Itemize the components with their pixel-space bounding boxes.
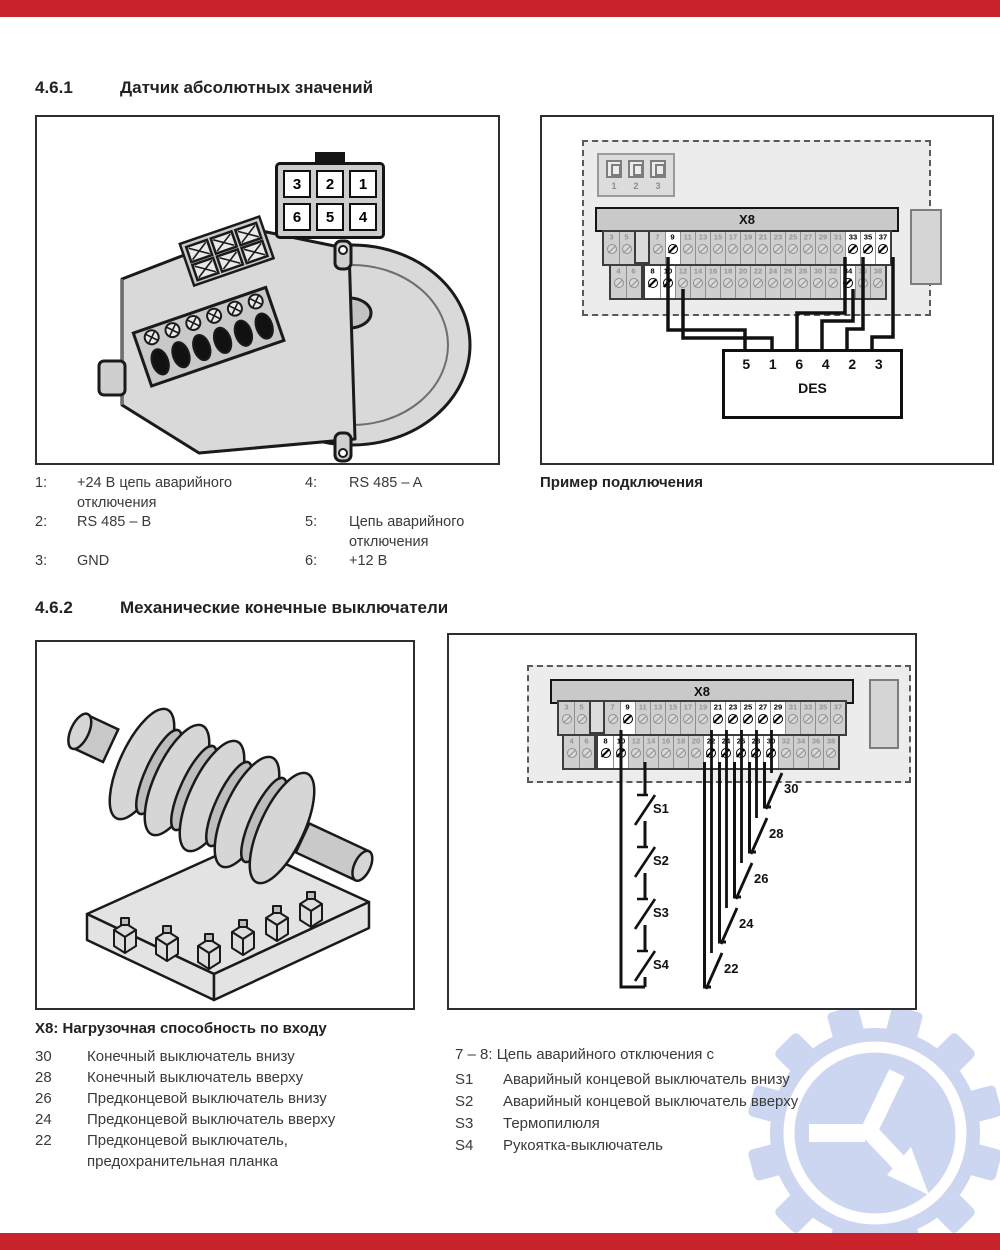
branch-label: 28 <box>769 826 784 841</box>
screw-terminal-icon <box>751 748 761 758</box>
terminal-18: 18 <box>673 736 688 768</box>
legend-key: 1: <box>35 475 48 491</box>
screw-terminal-icon <box>878 244 888 254</box>
terminal-5: 5 <box>619 232 634 264</box>
terminal-gap <box>636 230 648 264</box>
screw-terminal-icon <box>788 714 798 724</box>
terminal-row-lower <box>562 734 840 770</box>
screw-terminal-icon <box>811 748 821 758</box>
des-pin: 6 <box>795 356 804 372</box>
terminal-23: 23 <box>725 702 740 734</box>
screw-terminal-icon <box>736 748 746 758</box>
section-4-6-1-heading <box>35 78 635 100</box>
screw-terminal-icon <box>616 748 626 758</box>
terminal-28: 28 <box>795 266 810 298</box>
terminal-27: 27 <box>755 702 770 734</box>
legend-text: Предконцевой выключатель вверху <box>87 1111 336 1128</box>
terminal-26: 26 <box>733 736 748 768</box>
switch-label: S2 <box>653 853 669 868</box>
terminal-16: 16 <box>705 266 720 298</box>
legend-text: Цепь аварийного отключения <box>349 514 465 550</box>
legend-key: 4: <box>305 475 318 491</box>
screw-terminal-icon <box>781 748 791 758</box>
legend-text: Предконцевой выключатель, предохранительная планка <box>87 1132 288 1170</box>
terminal-30: 30 <box>763 736 778 768</box>
terminal-7: 7 <box>605 702 620 734</box>
terminal-13: 13 <box>650 702 665 734</box>
legend-text: RS 485 – B <box>77 514 152 530</box>
screw-terminal-icon <box>683 244 693 254</box>
section-number: 4.6.2 <box>35 598 73 617</box>
legend-key: 24 <box>35 1111 52 1128</box>
screw-terminal-icon <box>828 278 838 288</box>
screw-terminal-icon <box>646 748 656 758</box>
screw-terminal-icon <box>766 748 776 758</box>
des-pin: 2 <box>848 356 857 372</box>
screw-terminal-icon <box>698 714 708 724</box>
des-pin: 3 <box>874 356 883 372</box>
terminal-8: 8 <box>598 736 613 768</box>
terminal-30: 30 <box>810 266 825 298</box>
des-pin: 5 <box>742 356 751 372</box>
des-label: DES <box>798 380 827 396</box>
encoder-plug-pin-diagram <box>275 162 385 239</box>
screw-terminal-icon <box>728 714 738 724</box>
terminal-29: 29 <box>770 702 785 734</box>
terminal-12: 12 <box>628 736 643 768</box>
screw-terminal-icon <box>668 244 678 254</box>
legend-key: 26 <box>35 1090 52 1107</box>
load-capacity-title: X8: Нагрузочная способность по входу <box>35 1020 327 1037</box>
terminal-36: 36 <box>855 266 870 298</box>
screw-terminal-icon <box>863 244 873 254</box>
terminal-38: 38 <box>823 736 838 768</box>
legend-text: Предконцевой выключатель внизу <box>87 1090 327 1107</box>
screw-terminal-icon <box>773 244 783 254</box>
switch-label: S3 <box>653 905 669 920</box>
mini-connector-123 <box>597 153 675 197</box>
pin-number: 4 <box>349 203 377 231</box>
screw-terminal-icon <box>668 714 678 724</box>
terminal-13: 13 <box>695 232 710 264</box>
terminal-32: 32 <box>825 266 840 298</box>
terminal-4: 4 <box>611 266 626 298</box>
screw-terminal-icon <box>833 244 843 254</box>
pin-number: 5 <box>316 203 344 231</box>
terminal-24: 24 <box>765 266 780 298</box>
terminal-21: 21 <box>710 702 725 734</box>
switch-label: S4 <box>653 957 669 972</box>
section-title: Датчик абсолютных значений <box>120 78 374 97</box>
terminal-29: 29 <box>815 232 830 264</box>
plug-key-tab <box>315 152 345 163</box>
figure-connection-example <box>540 115 994 465</box>
screw-terminal-icon <box>783 278 793 288</box>
screw-terminal-icon <box>738 278 748 288</box>
legend-key: 2: <box>35 514 48 530</box>
legend-key: 28 <box>35 1069 52 1086</box>
bottom-red-bar <box>0 1233 1000 1250</box>
screw-terminal-icon <box>813 278 823 288</box>
terminal-22: 22 <box>750 266 765 298</box>
legend-key: S2 <box>455 1093 474 1110</box>
screw-terminal-icon <box>833 714 843 724</box>
safety-chain-title: 7 – 8: Цепь аварийного отключения с <box>455 1046 714 1063</box>
screw-terminal-icon <box>567 748 577 758</box>
screw-terminal-icon <box>798 278 808 288</box>
terminal-35: 35 <box>815 702 830 734</box>
screw-terminal-icon <box>753 278 763 288</box>
figure-limit-switch-assembly <box>35 640 415 1010</box>
screw-terminal-icon <box>743 714 753 724</box>
adjacent-connector-block <box>869 679 899 749</box>
screw-terminal-icon <box>691 748 701 758</box>
pin-number: 6 <box>283 203 311 231</box>
terminal-38: 38 <box>870 266 885 298</box>
screw-terminal-icon <box>648 278 658 288</box>
legend-text: +24 В цепь аварийного отключения <box>77 475 233 511</box>
screw-terminal-icon <box>788 244 798 254</box>
screw-terminal-icon <box>614 278 624 288</box>
plug-icon <box>628 160 644 178</box>
terminal-37: 37 <box>830 702 845 734</box>
terminal-28: 28 <box>748 736 763 768</box>
legend-key: 3: <box>35 553 48 569</box>
screw-terminal-icon <box>661 748 671 758</box>
legend-key: S1 <box>455 1071 474 1088</box>
terminal-34: 34 <box>793 736 808 768</box>
des-pin: 1 <box>768 356 777 372</box>
screw-terminal-icon <box>858 278 868 288</box>
branch-label: 24 <box>739 916 754 931</box>
terminal-17: 17 <box>680 702 695 734</box>
terminal-36: 36 <box>808 736 823 768</box>
legend-key: 6: <box>305 553 318 569</box>
terminal-17: 17 <box>725 232 740 264</box>
screw-terminal-icon <box>873 278 883 288</box>
branch-label: 30 <box>784 781 799 796</box>
legend-text: Аварийный концевой выключатель вверху <box>503 1093 799 1110</box>
terminal-3: 3 <box>604 232 619 264</box>
screw-terminal-icon <box>826 748 836 758</box>
mini-connector-numbers <box>606 181 666 192</box>
terminal-row-upper <box>602 230 892 266</box>
terminal-20: 20 <box>688 736 703 768</box>
x8-connector-label: X8 <box>550 679 854 704</box>
screw-terminal-icon <box>631 748 641 758</box>
screw-terminal-icon <box>622 244 632 254</box>
legend-text: +12 В <box>349 553 388 569</box>
plug-icon <box>606 160 622 178</box>
terminal-14: 14 <box>643 736 658 768</box>
screw-terminal-icon <box>676 748 686 758</box>
terminal-26: 26 <box>780 266 795 298</box>
legend-text: Аварийный концевой выключатель внизу <box>503 1071 790 1088</box>
screw-terminal-icon <box>743 244 753 254</box>
screw-terminal-icon <box>601 748 611 758</box>
section-4-6-2-heading <box>35 598 635 620</box>
legend-text: GND <box>77 553 110 569</box>
legend-text: Конечный выключатель вверху <box>87 1069 304 1086</box>
screw-terminal-icon <box>768 278 778 288</box>
pin-number: 2 <box>316 170 344 198</box>
gearmotor-illustration <box>37 117 498 463</box>
screw-terminal-icon <box>663 278 673 288</box>
terminal-18: 18 <box>720 266 735 298</box>
terminal-32: 32 <box>778 736 793 768</box>
safety-switch-legend <box>455 1069 833 1157</box>
adjacent-connector-block <box>910 209 942 285</box>
des-pin-numbers <box>725 356 900 372</box>
terminal-row-lower <box>609 264 887 300</box>
screw-terminal-icon <box>562 714 572 724</box>
terminal-20: 20 <box>735 266 750 298</box>
top-red-bar <box>0 0 1000 17</box>
screw-terminal-icon <box>623 714 633 724</box>
legend-key: 22 <box>35 1132 52 1149</box>
screw-terminal-icon <box>683 714 693 724</box>
terminal-6: 6 <box>626 266 641 298</box>
screw-terminal-icon <box>818 244 828 254</box>
des-pin: 4 <box>821 356 830 372</box>
terminal-22: 22 <box>703 736 718 768</box>
terminal-11: 11 <box>635 702 650 734</box>
terminal-11: 11 <box>680 232 695 264</box>
terminal-37: 37 <box>875 232 890 264</box>
terminal-row-upper <box>557 700 847 736</box>
terminal-19: 19 <box>695 702 710 734</box>
screw-terminal-icon <box>678 278 688 288</box>
screw-terminal-icon <box>728 244 738 254</box>
screw-terminal-icon <box>773 714 783 724</box>
screw-terminal-icon <box>582 748 592 758</box>
pin-row-top <box>283 170 377 198</box>
screw-terminal-icon <box>653 714 663 724</box>
terminal-14: 14 <box>690 266 705 298</box>
terminal-10: 10 <box>660 266 675 298</box>
screw-terminal-icon <box>698 244 708 254</box>
screw-terminal-icon <box>629 278 639 288</box>
terminal-33: 33 <box>800 702 815 734</box>
terminal-gap <box>591 700 603 734</box>
terminal-5: 5 <box>574 702 589 734</box>
terminal-9: 9 <box>620 702 635 734</box>
terminal-25: 25 <box>740 702 755 734</box>
figure-limit-switch-wiring <box>447 633 917 1010</box>
terminal-12: 12 <box>675 266 690 298</box>
terminal-15: 15 <box>710 232 725 264</box>
screw-terminal-icon <box>708 278 718 288</box>
terminal-19: 19 <box>740 232 755 264</box>
screw-terminal-icon <box>818 714 828 724</box>
cam-switch-illustration <box>37 642 413 1008</box>
legend-text: RS 485 – A <box>349 475 423 491</box>
section-number: 4.6.1 <box>35 78 73 97</box>
screw-terminal-icon <box>706 748 716 758</box>
terminal-25: 25 <box>785 232 800 264</box>
terminal-23: 23 <box>770 232 785 264</box>
terminal-33: 33 <box>845 232 860 264</box>
terminal-7: 7 <box>650 232 665 264</box>
terminal-9: 9 <box>665 232 680 264</box>
terminal-24: 24 <box>718 736 733 768</box>
terminal-10: 10 <box>613 736 628 768</box>
screw-terminal-icon <box>758 714 768 724</box>
terminal-31: 31 <box>830 232 845 264</box>
switch-label: S1 <box>653 801 669 816</box>
screw-terminal-icon <box>693 278 703 288</box>
branch-label: 26 <box>754 871 769 886</box>
terminal-27: 27 <box>800 232 815 264</box>
legend-key: S3 <box>455 1115 474 1132</box>
screw-terminal-icon <box>577 714 587 724</box>
mini-pin-number: 2 <box>633 181 639 192</box>
screw-terminal-icon <box>608 714 618 724</box>
section-title: Механические конечные выключатели <box>120 598 449 617</box>
pin-number: 3 <box>283 170 311 198</box>
terminal-8: 8 <box>645 266 660 298</box>
terminal-6: 6 <box>579 736 594 768</box>
legend-text: Термопилюля <box>503 1115 600 1132</box>
legend-key: S4 <box>455 1137 474 1154</box>
legend-text: Рукоятка-выключатель <box>503 1137 663 1154</box>
screw-terminal-icon <box>713 244 723 254</box>
pin-number: 1 <box>349 170 377 198</box>
screw-terminal-icon <box>803 714 813 724</box>
x8-connector-label: X8 <box>595 207 899 232</box>
terminal-4: 4 <box>564 736 579 768</box>
screw-terminal-icon <box>723 278 733 288</box>
screw-terminal-icon <box>758 244 768 254</box>
des-box <box>722 349 903 419</box>
screw-terminal-icon <box>796 748 806 758</box>
mini-pin-number: 1 <box>611 181 617 192</box>
terminal-3: 3 <box>559 702 574 734</box>
terminal-34: 34 <box>840 266 855 298</box>
example-caption: Пример подключения <box>540 474 704 491</box>
screw-terminal-icon <box>721 748 731 758</box>
legend-text: Конечный выключатель внизу <box>87 1048 295 1065</box>
terminal-31: 31 <box>785 702 800 734</box>
limit-switch-legend <box>35 1046 347 1172</box>
mini-pin-number: 3 <box>655 181 661 192</box>
screw-terminal-icon <box>653 244 663 254</box>
pin-row-bottom <box>283 203 377 231</box>
screw-terminal-icon <box>638 714 648 724</box>
legend-key: 5: <box>305 514 318 530</box>
screw-terminal-icon <box>607 244 617 254</box>
screw-terminal-icon <box>803 244 813 254</box>
terminal-35: 35 <box>860 232 875 264</box>
legend-key: 30 <box>35 1048 52 1065</box>
screw-terminal-icon <box>843 278 853 288</box>
figure-absolute-encoder <box>35 115 500 465</box>
terminal-16: 16 <box>658 736 673 768</box>
encoder-pin-legend <box>35 474 535 591</box>
plug-icon <box>650 160 666 178</box>
terminal-21: 21 <box>755 232 770 264</box>
screw-terminal-icon <box>848 244 858 254</box>
terminal-15: 15 <box>665 702 680 734</box>
screw-terminal-icon <box>713 714 723 724</box>
branch-label: 22 <box>724 961 739 976</box>
